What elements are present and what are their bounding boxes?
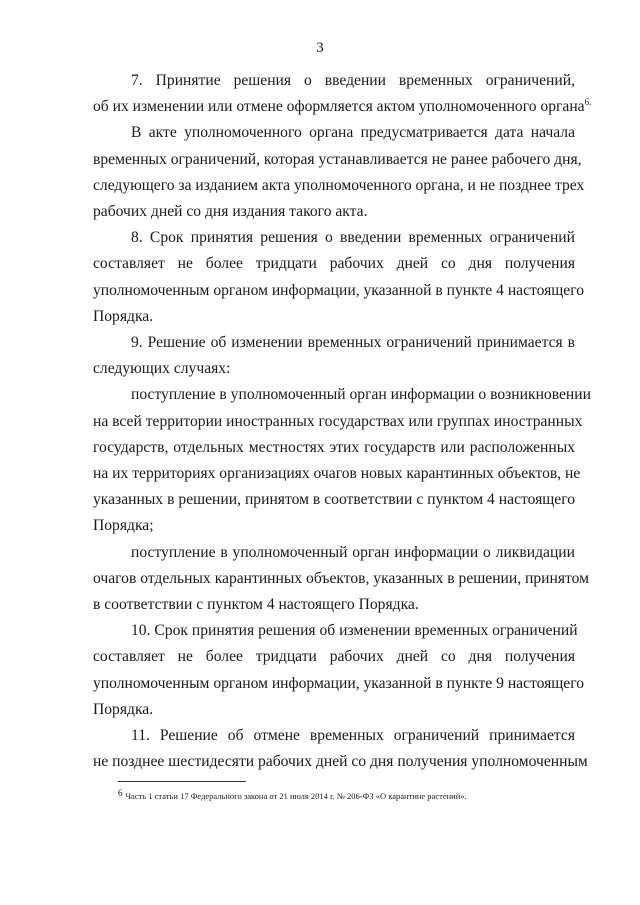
text-line: 7. Принятие решения о введении временных ограничений, <box>131 72 575 89</box>
text-line: следующего за изданием акта уполномоченного органа, и не позднее трех <box>93 176 585 194</box>
text-line: на их территориях организациях очагов новых карантинных объектов, не <box>93 465 581 483</box>
text-line: в соответствии с пунктом 4 настоящего Порядка. <box>93 596 419 614</box>
text-line: не позднее шестидесяти рабочих дней со дня получения уполномоченным <box>93 753 588 771</box>
paragraph-7 <box>93 68 592 120</box>
text-line: указанных в решении, принятом в соответствии с пунктом 4 настоящего <box>93 491 575 509</box>
paragraph-case-liquidation <box>93 540 590 619</box>
text-line: поступление в уполномоченный орган информации о возникновении <box>131 386 591 404</box>
paragraph-11 <box>93 723 588 775</box>
paragraph-case-new-foci <box>93 382 591 539</box>
footnote-reference: 6. <box>584 97 592 108</box>
footnote-text: Часть 1 статьи 17 Федерального закона от 21 июля 2014 г. № 206-ФЗ «О карантине растений». <box>125 791 467 801</box>
paragraph-8 <box>93 225 585 330</box>
text-line: В акте уполномоченного органа предусматривается дата начала <box>131 124 575 142</box>
text-line: составляет не более тридцати рабочих дней со дня получения <box>93 648 575 666</box>
text-line: уполномоченным органом информации, указанной в пункте 4 настоящего <box>93 281 585 299</box>
text-line: уполномоченным органом информации, указанной в пункте 9 настоящего <box>93 674 585 692</box>
text-line: 11. Решение об отмене временных ограничений принимается <box>131 727 575 745</box>
paragraph-act-content <box>93 120 585 225</box>
page-number: 3 <box>316 40 324 56</box>
text-line: составляет не более тридцати рабочих дней со дня получения <box>93 255 575 273</box>
text-line: рабочих дней со дня издания такого акта. <box>93 203 368 221</box>
text-line: 10. Срок принятия решения об изменении временных ограничений <box>131 622 578 640</box>
text-line: на всей территории иностранных государствах или группах иностранных <box>93 412 583 430</box>
text-line: государств, отдельных местностях этих государств или расположенных <box>93 438 575 456</box>
text-line: Порядка; <box>93 517 154 535</box>
text-line: очагов отдельных карантинных объектов, указанных в решении, принятом <box>93 569 590 587</box>
footnote-marker: 6 <box>118 788 123 798</box>
text-line: Порядка. <box>93 700 154 718</box>
text-line: следующих случаях: <box>93 360 231 378</box>
text-line: Порядка. <box>93 307 154 325</box>
footnote-divider <box>118 781 246 782</box>
paragraph-9 <box>93 330 575 382</box>
document-body <box>93 68 592 775</box>
text-line: 8. Срок принятия решения о введении временных ограничений <box>131 229 575 247</box>
text-line: поступление в уполномоченный орган информации о ликвидации <box>131 543 575 561</box>
footnote <box>118 787 467 802</box>
text-line-content: об их изменении или отмене оформляется актом уполномоченного органа <box>93 98 585 116</box>
text-line: временных ограничений, которая устанавливается не ранее рабочего дня, <box>93 150 582 168</box>
text-line <box>93 94 592 120</box>
paragraph-10 <box>93 618 585 723</box>
text-line: 9. Решение об изменении временных ограничений принимается в <box>131 334 575 352</box>
